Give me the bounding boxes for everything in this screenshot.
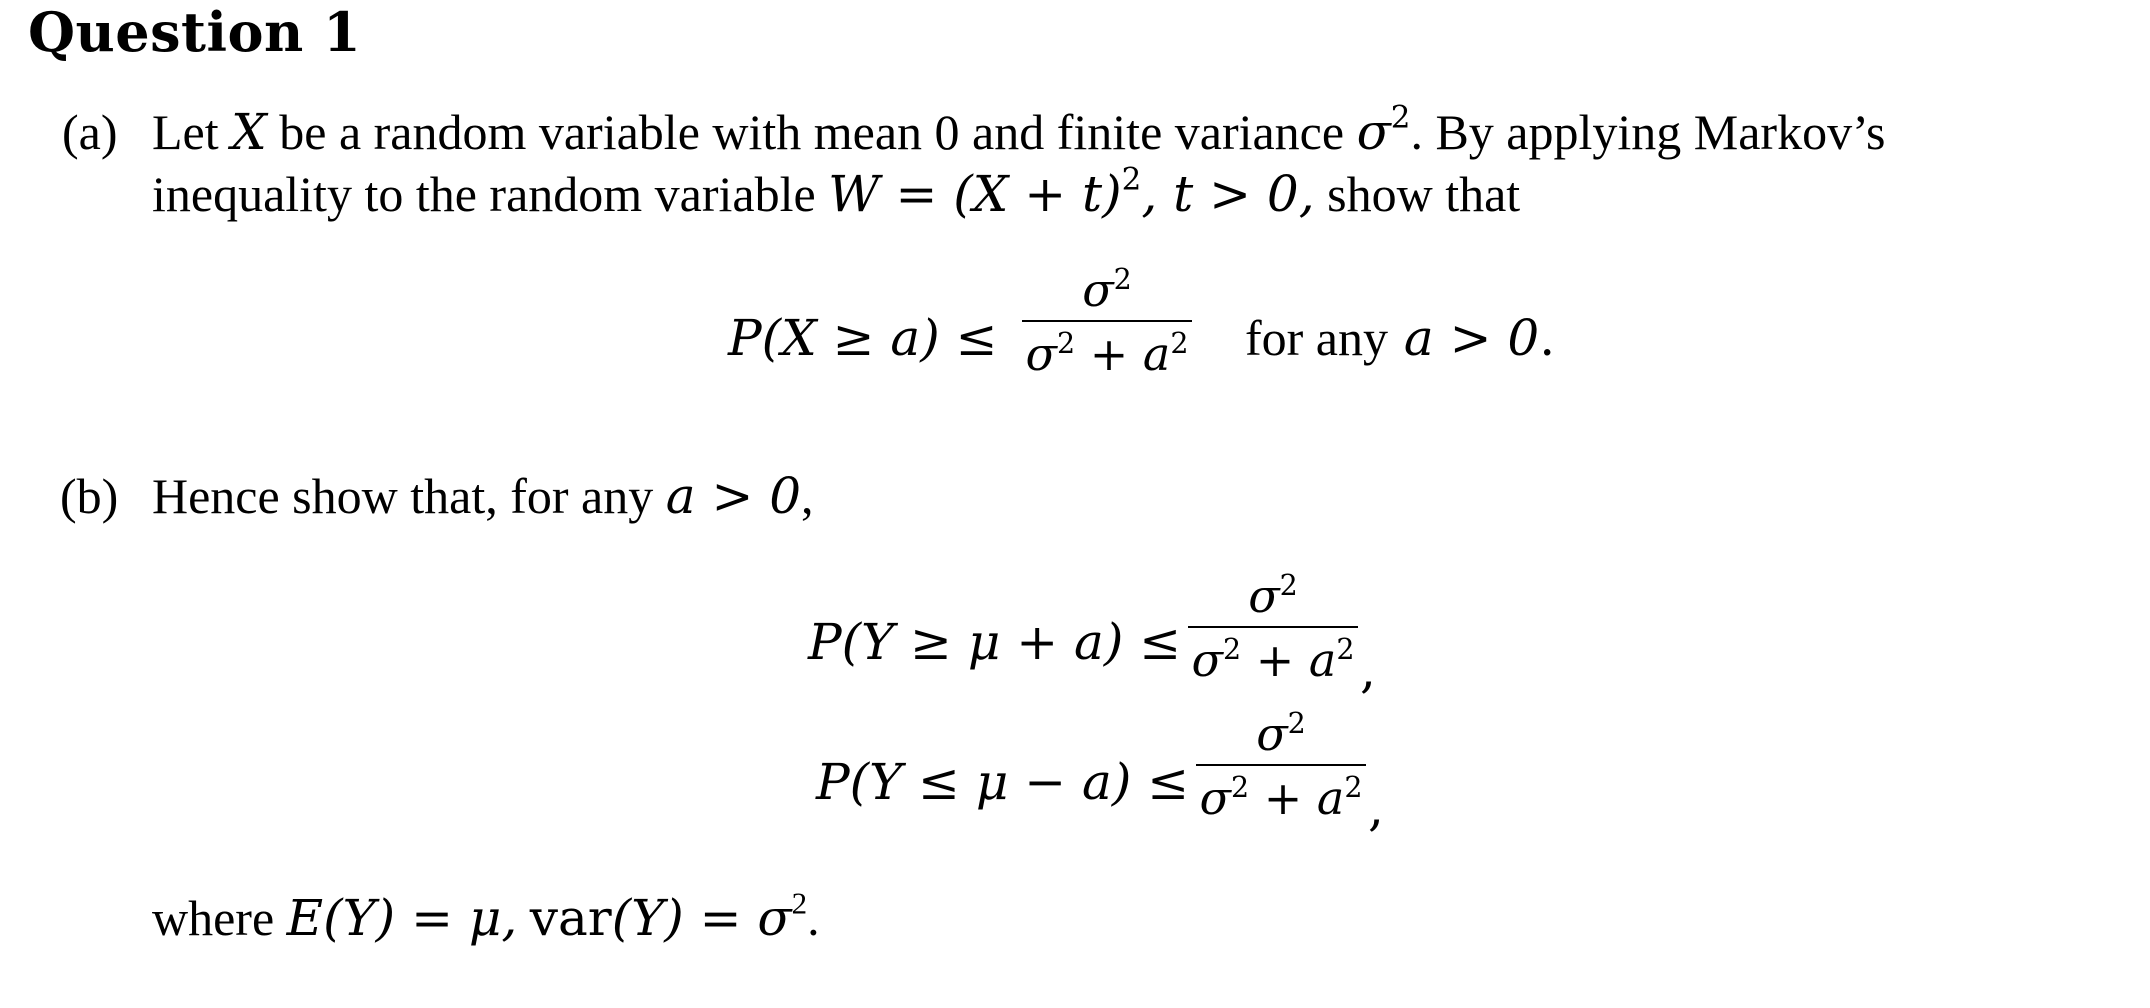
den-mid: + a [1241,633,1337,687]
fraction-denominator [1188,632,1358,688]
part-a-line-1 [152,99,1886,162]
num-sigma: σ [1256,707,1288,761]
part-b-a-condition: a > 0 [665,467,802,525]
expectation-def: E(Y) = μ, [286,889,518,947]
part-b-eq2-fraction [1196,706,1366,826]
part-a-line1-text: be a random variable with mean 0 and finite variance [279,104,1345,160]
fraction-numerator [1022,262,1192,318]
den-mid: + a [1075,327,1171,381]
num-exp: 2 [1113,262,1132,296]
den-exp: 2 [1230,770,1250,804]
part-b-eq1-fraction [1188,568,1358,688]
part-b-line1-text: Hence show that, for any [152,468,654,524]
num-sigma: σ [1082,263,1114,317]
part-b-eq1-lhs: P(Y ≥ μ + a) ≤ [808,613,1182,671]
den-exp2: 2 [1170,326,1189,360]
part-a-label: (a) [62,104,118,160]
fraction-numerator [1196,706,1366,762]
a-condition: a > 0 [1403,309,1540,367]
num-sigma: σ [1248,569,1280,623]
question-heading: Question 1 [28,0,362,64]
part-a-line2-prefix: inequality to the random variable [152,166,816,222]
part-b-label: (b) [60,468,119,524]
den-mid: + a [1249,771,1345,825]
part-a-line2-math [828,161,1315,223]
part-a-eq-fraction [1022,262,1192,382]
num-exp: 2 [1287,706,1306,740]
where-text: where [152,890,275,946]
period: . [1539,309,1556,367]
den-exp: 2 [1056,326,1076,360]
part-a-var-x: X [231,103,267,161]
den-exp: 2 [1222,632,1242,666]
part-b-eq1-trail: , [1360,641,1376,699]
fraction-denominator [1022,326,1192,382]
var-operator: var [529,889,612,947]
part-a-line2-suffix: show that [1327,166,1521,222]
den-sigma: σ [1199,771,1231,825]
period: . [807,890,820,946]
part-a-sigma [1356,99,1411,161]
den-sigma: σ [1025,327,1057,381]
variance-def: (Y) = σ [611,889,792,947]
part-b-line-1 [152,466,814,526]
part-a-eq-suffix [1245,308,1555,368]
w-exponent: 2 [1121,161,1142,198]
part-b-where-line [152,885,820,948]
part-a-line1-suffix: . By applying Markov’s [1410,104,1886,160]
den-sigma: σ [1191,633,1223,687]
fraction-denominator [1196,770,1366,826]
for-any-text: for any [1245,310,1388,366]
sigma-exponent: 2 [1390,99,1411,136]
w-definition: W = (X + t) [828,165,1122,223]
fraction-bar [1188,626,1358,628]
num-exp: 2 [1279,568,1298,602]
part-a-line-2 [152,161,1521,224]
comma: , [801,468,814,524]
fraction-bar [1196,764,1366,766]
t-condition: , t > 0, [1141,165,1315,223]
den-exp2: 2 [1336,632,1355,666]
part-a-line1-prefix: Let [152,104,219,160]
fraction-numerator [1188,568,1358,624]
fraction-bar [1022,320,1192,322]
den-exp2: 2 [1344,770,1363,804]
part-b-eq2-lhs: P(Y ≤ μ − a) ≤ [816,753,1190,811]
part-a-eq-lhs: P(X ≥ a) ≤ [728,309,998,367]
part-b-eq2-trail: , [1368,779,1384,837]
sigma-symbol: σ [1356,103,1391,161]
variance-exponent: 2 [791,885,808,921]
